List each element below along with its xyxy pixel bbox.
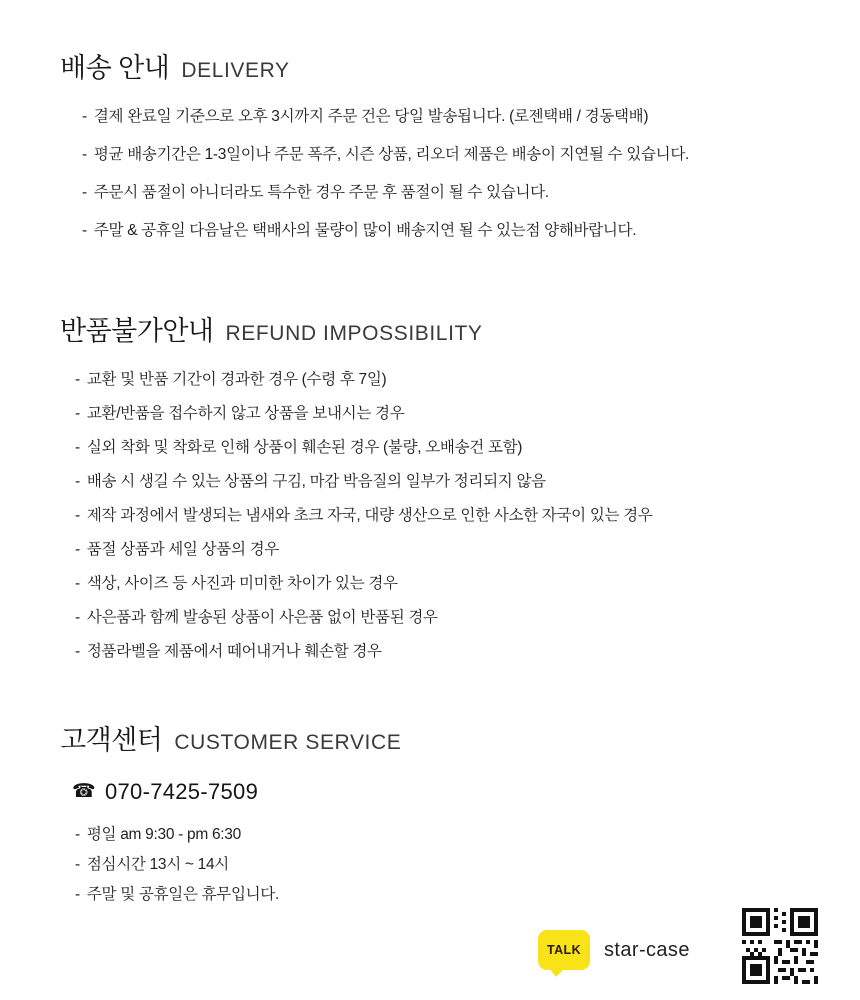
list-item	[75, 504, 830, 528]
list-item	[75, 368, 830, 392]
section-delivery	[30, 0, 830, 243]
list-item	[75, 853, 830, 877]
refund-list	[30, 368, 830, 664]
section-refund	[30, 257, 830, 664]
kakaotalk-label: TALK	[547, 943, 581, 957]
bullet-dash: -	[75, 371, 80, 389]
section-customer-service	[30, 674, 830, 907]
list-item	[75, 402, 830, 426]
section-cs-title-ko: 고객센터	[60, 725, 163, 756]
bullet-dash: -	[75, 826, 80, 844]
list-item	[82, 143, 830, 167]
list-item	[82, 219, 830, 243]
bullet-dash: -	[75, 541, 80, 559]
list-item-label: 교환/반품을 접수하지 않고 상품을 보내시는 경우	[86, 405, 405, 423]
list-item-label: 주문시 품절이 아니더라도 특수한 경우 주문 후 품절이 될 수 있습니다.	[93, 184, 549, 202]
phone-number: 070-7425-7509	[104, 779, 259, 805]
list-item	[75, 883, 830, 907]
list-item	[75, 436, 830, 460]
section-refund-heading	[30, 309, 830, 348]
bullet-dash: -	[75, 643, 80, 661]
list-item-label: 사은품과 함께 발송된 상품이 사은품 없이 반품된 경우	[86, 609, 438, 627]
qr-code-icon	[742, 908, 818, 984]
bullet-dash: -	[75, 856, 80, 874]
list-item-label: 결제 완료일 기준으로 오후 3시까지 주문 건은 당일 발송됩니다. (로젠택배 / 경동택배)	[93, 108, 649, 125]
customer-service-hours-list	[30, 823, 830, 907]
customer-service-phone	[30, 779, 830, 805]
bullet-dash: -	[82, 146, 87, 164]
bullet-dash: -	[75, 886, 80, 904]
list-item-label: 주말 & 공휴일 다음날은 택배사의 물량이 많이 배송지연 될 수 있는점 양해바랍니다.	[93, 222, 637, 240]
section-refund-title-ko: 반품불가안내	[60, 316, 214, 347]
list-item-label: 실외 착화 및 착화로 인해 상품이 훼손된 경우 (불량, 오배송건 포함)	[86, 439, 523, 457]
section-delivery-title-ko: 배송 안내	[60, 53, 170, 83]
bullet-dash: -	[75, 439, 80, 457]
list-item	[75, 572, 830, 596]
list-item-label: 주말 및 공휴일은 휴무입니다.	[86, 886, 279, 904]
list-item-label: 평균 배송기간은 1-3일이나 주문 폭주, 시즌 상품, 리오더 제품은 배송이 지연될 수 있습니다.	[93, 146, 690, 164]
list-item	[75, 470, 830, 494]
footer-brand	[538, 930, 690, 970]
section-cs-title-en: CUSTOMER SERVICE	[174, 731, 402, 755]
section-delivery-heading	[30, 46, 830, 85]
list-item	[75, 823, 830, 847]
bullet-dash: -	[75, 609, 80, 627]
list-item	[75, 538, 830, 562]
list-item	[82, 105, 830, 129]
kakaotalk-icon[interactable]	[538, 930, 590, 970]
section-delivery-title-en: DELIVERY	[181, 59, 290, 82]
section-customer-service-heading	[30, 718, 830, 757]
bullet-dash: -	[75, 507, 80, 525]
list-item-label: 평일 am 9:30 - pm 6:30	[86, 826, 241, 844]
list-item-label: 정품라벨을 제품에서 떼어내거나 훼손할 경우	[86, 643, 382, 661]
telephone-icon: ☎	[72, 780, 96, 802]
list-item-label: 색상, 사이즈 등 사진과 미미한 차이가 있는 경우	[86, 575, 398, 593]
delivery-list	[30, 105, 830, 243]
list-item-label: 제작 과정에서 발생되는 냄새와 초크 자국, 대량 생산으로 인한 사소한 자국이 있는 경우	[86, 507, 653, 525]
bullet-dash: -	[75, 405, 80, 423]
list-item-label: 배송 시 생길 수 있는 상품의 구김, 마감 박음질의 일부가 정리되지 않음	[86, 473, 546, 491]
list-item-label: 교환 및 반품 기간이 경과한 경우 (수령 후 7일)	[86, 371, 387, 389]
bullet-dash: -	[75, 575, 80, 593]
list-item-label: 점심시간 13시 ~ 14시	[86, 856, 229, 874]
list-item	[82, 181, 830, 205]
list-item	[75, 606, 830, 630]
list-item	[75, 640, 830, 664]
list-item-label: 품절 상품과 세일 상품의 경우	[86, 541, 279, 559]
bullet-dash: -	[82, 222, 87, 240]
bullet-dash: -	[75, 473, 80, 491]
bullet-dash: -	[82, 108, 87, 125]
brand-name: star-case	[604, 938, 690, 961]
bullet-dash: -	[82, 184, 87, 202]
section-refund-title-en: REFUND IMPOSSIBILITY	[225, 322, 483, 346]
